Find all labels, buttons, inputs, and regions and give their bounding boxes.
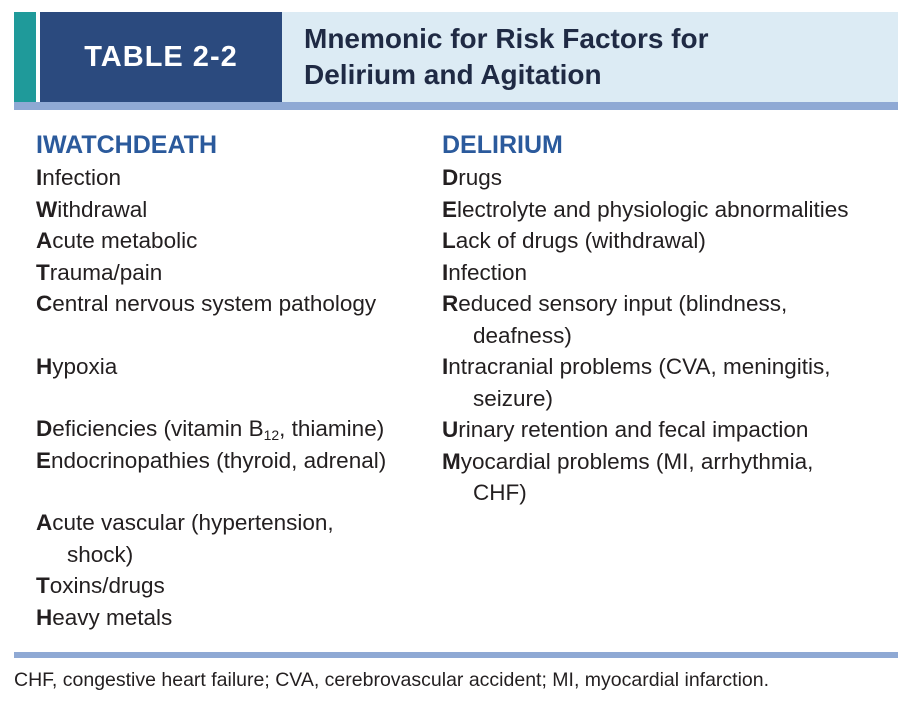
mnemonic-letter: I (442, 354, 449, 379)
entry-text: ypoxia (52, 353, 118, 379)
entry-text: nfection (42, 165, 122, 190)
list-item (442, 446, 848, 509)
mnemonic-letter: C (36, 291, 53, 316)
entry-text: ack of drugs (withdrawal) (455, 228, 706, 253)
subscript: 12 (263, 427, 280, 443)
list-item (36, 445, 386, 477)
mnemonic-letter: T (36, 573, 50, 598)
entry-text: yocardial problems (MI, arrhythmia, (460, 448, 814, 474)
entry-text: rinary retention and fecal impaction (458, 417, 809, 442)
list-item (442, 288, 848, 351)
mnemonic-letter: D (442, 165, 459, 190)
entry-text: lectrolyte and physiologic abnormalities (457, 196, 849, 222)
mnemonic-letter: W (36, 196, 58, 222)
entry-text: ntracranial problems (CVA, meningitis, (448, 354, 831, 379)
entry-continuation: shock) (67, 541, 134, 567)
list-item (36, 351, 386, 383)
entry-continuation: deafness) (473, 322, 572, 348)
table-title-line-1: Mnemonic for Risk Factors for (304, 23, 709, 54)
mnemonic-letter: H (36, 353, 53, 379)
mnemonic-letter: H (36, 604, 53, 630)
entry-text: oxins/drugs (49, 573, 165, 598)
mnemonic-letter: I (36, 165, 43, 190)
entry-continuation: seizure) (473, 385, 554, 411)
mnemonic-letter: M (442, 448, 461, 474)
mnemonic-letter: E (442, 196, 458, 222)
list-item (36, 194, 386, 226)
entry-text: cute vascular (hypertension, (52, 510, 334, 535)
entry-text: rauma/pain (49, 259, 163, 285)
list-item (36, 225, 386, 257)
list-item (36, 602, 386, 634)
entry-text-after: , thiamine) (279, 416, 385, 441)
entry-text: entral nervous system pathology (52, 291, 377, 316)
list-item (442, 194, 848, 226)
entry-text: cute metabolic (52, 228, 198, 253)
bottom-rule (14, 652, 898, 658)
right-column-heading: DELIRIUM (442, 131, 563, 159)
list-item (36, 162, 386, 194)
right-column (442, 128, 848, 509)
table-footnote: CHF, congestive heart failure; CVA, cerebrovascular accident; MI, myocardial infarction. (14, 669, 770, 691)
list-item (442, 351, 848, 414)
group-spacer (36, 382, 386, 413)
mnemonic-letter: R (442, 291, 459, 316)
left-column-heading: IWATCHDEATH (36, 131, 217, 159)
list-item (36, 257, 386, 289)
mnemonic-letter: A (36, 510, 53, 535)
list-item (442, 225, 848, 257)
list-item (36, 413, 386, 445)
list-item (442, 162, 848, 194)
entry-text: ithdrawal (57, 196, 148, 222)
mnemonic-letter: A (36, 228, 53, 253)
entry-text: rugs (458, 165, 503, 190)
list-item (36, 570, 386, 602)
group-spacer (36, 476, 386, 507)
entry-text: nfection (448, 259, 528, 285)
entry-text: educed sensory input (blindness, (458, 291, 788, 316)
table-title (282, 12, 898, 102)
mnemonic-letter: T (36, 259, 50, 285)
table-label (40, 12, 282, 102)
table-label-text: TABLE 2-2 (84, 40, 238, 73)
entry-text: ndocrinopathies (thyroid, adrenal) (51, 447, 387, 473)
mnemonic-letter: E (36, 447, 52, 473)
mnemonic-letter: U (442, 417, 459, 442)
teal-accent-stripe (14, 12, 36, 102)
list-item (36, 288, 386, 320)
top-rule (14, 102, 898, 110)
mnemonic-letter: D (36, 416, 53, 441)
group-spacer (36, 320, 386, 351)
entry-continuation: CHF) (473, 480, 527, 505)
entry-text: eficiencies (vitamin B (52, 416, 264, 441)
list-item (442, 257, 848, 289)
table-title-line-2: Delirium and Agitation (304, 59, 602, 90)
mnemonic-letter: L (442, 228, 456, 253)
list-item (442, 414, 848, 446)
list-item (36, 507, 386, 570)
entry-text: eavy metals (52, 604, 173, 630)
mnemonic-letter: I (442, 259, 449, 285)
left-column (36, 128, 386, 633)
